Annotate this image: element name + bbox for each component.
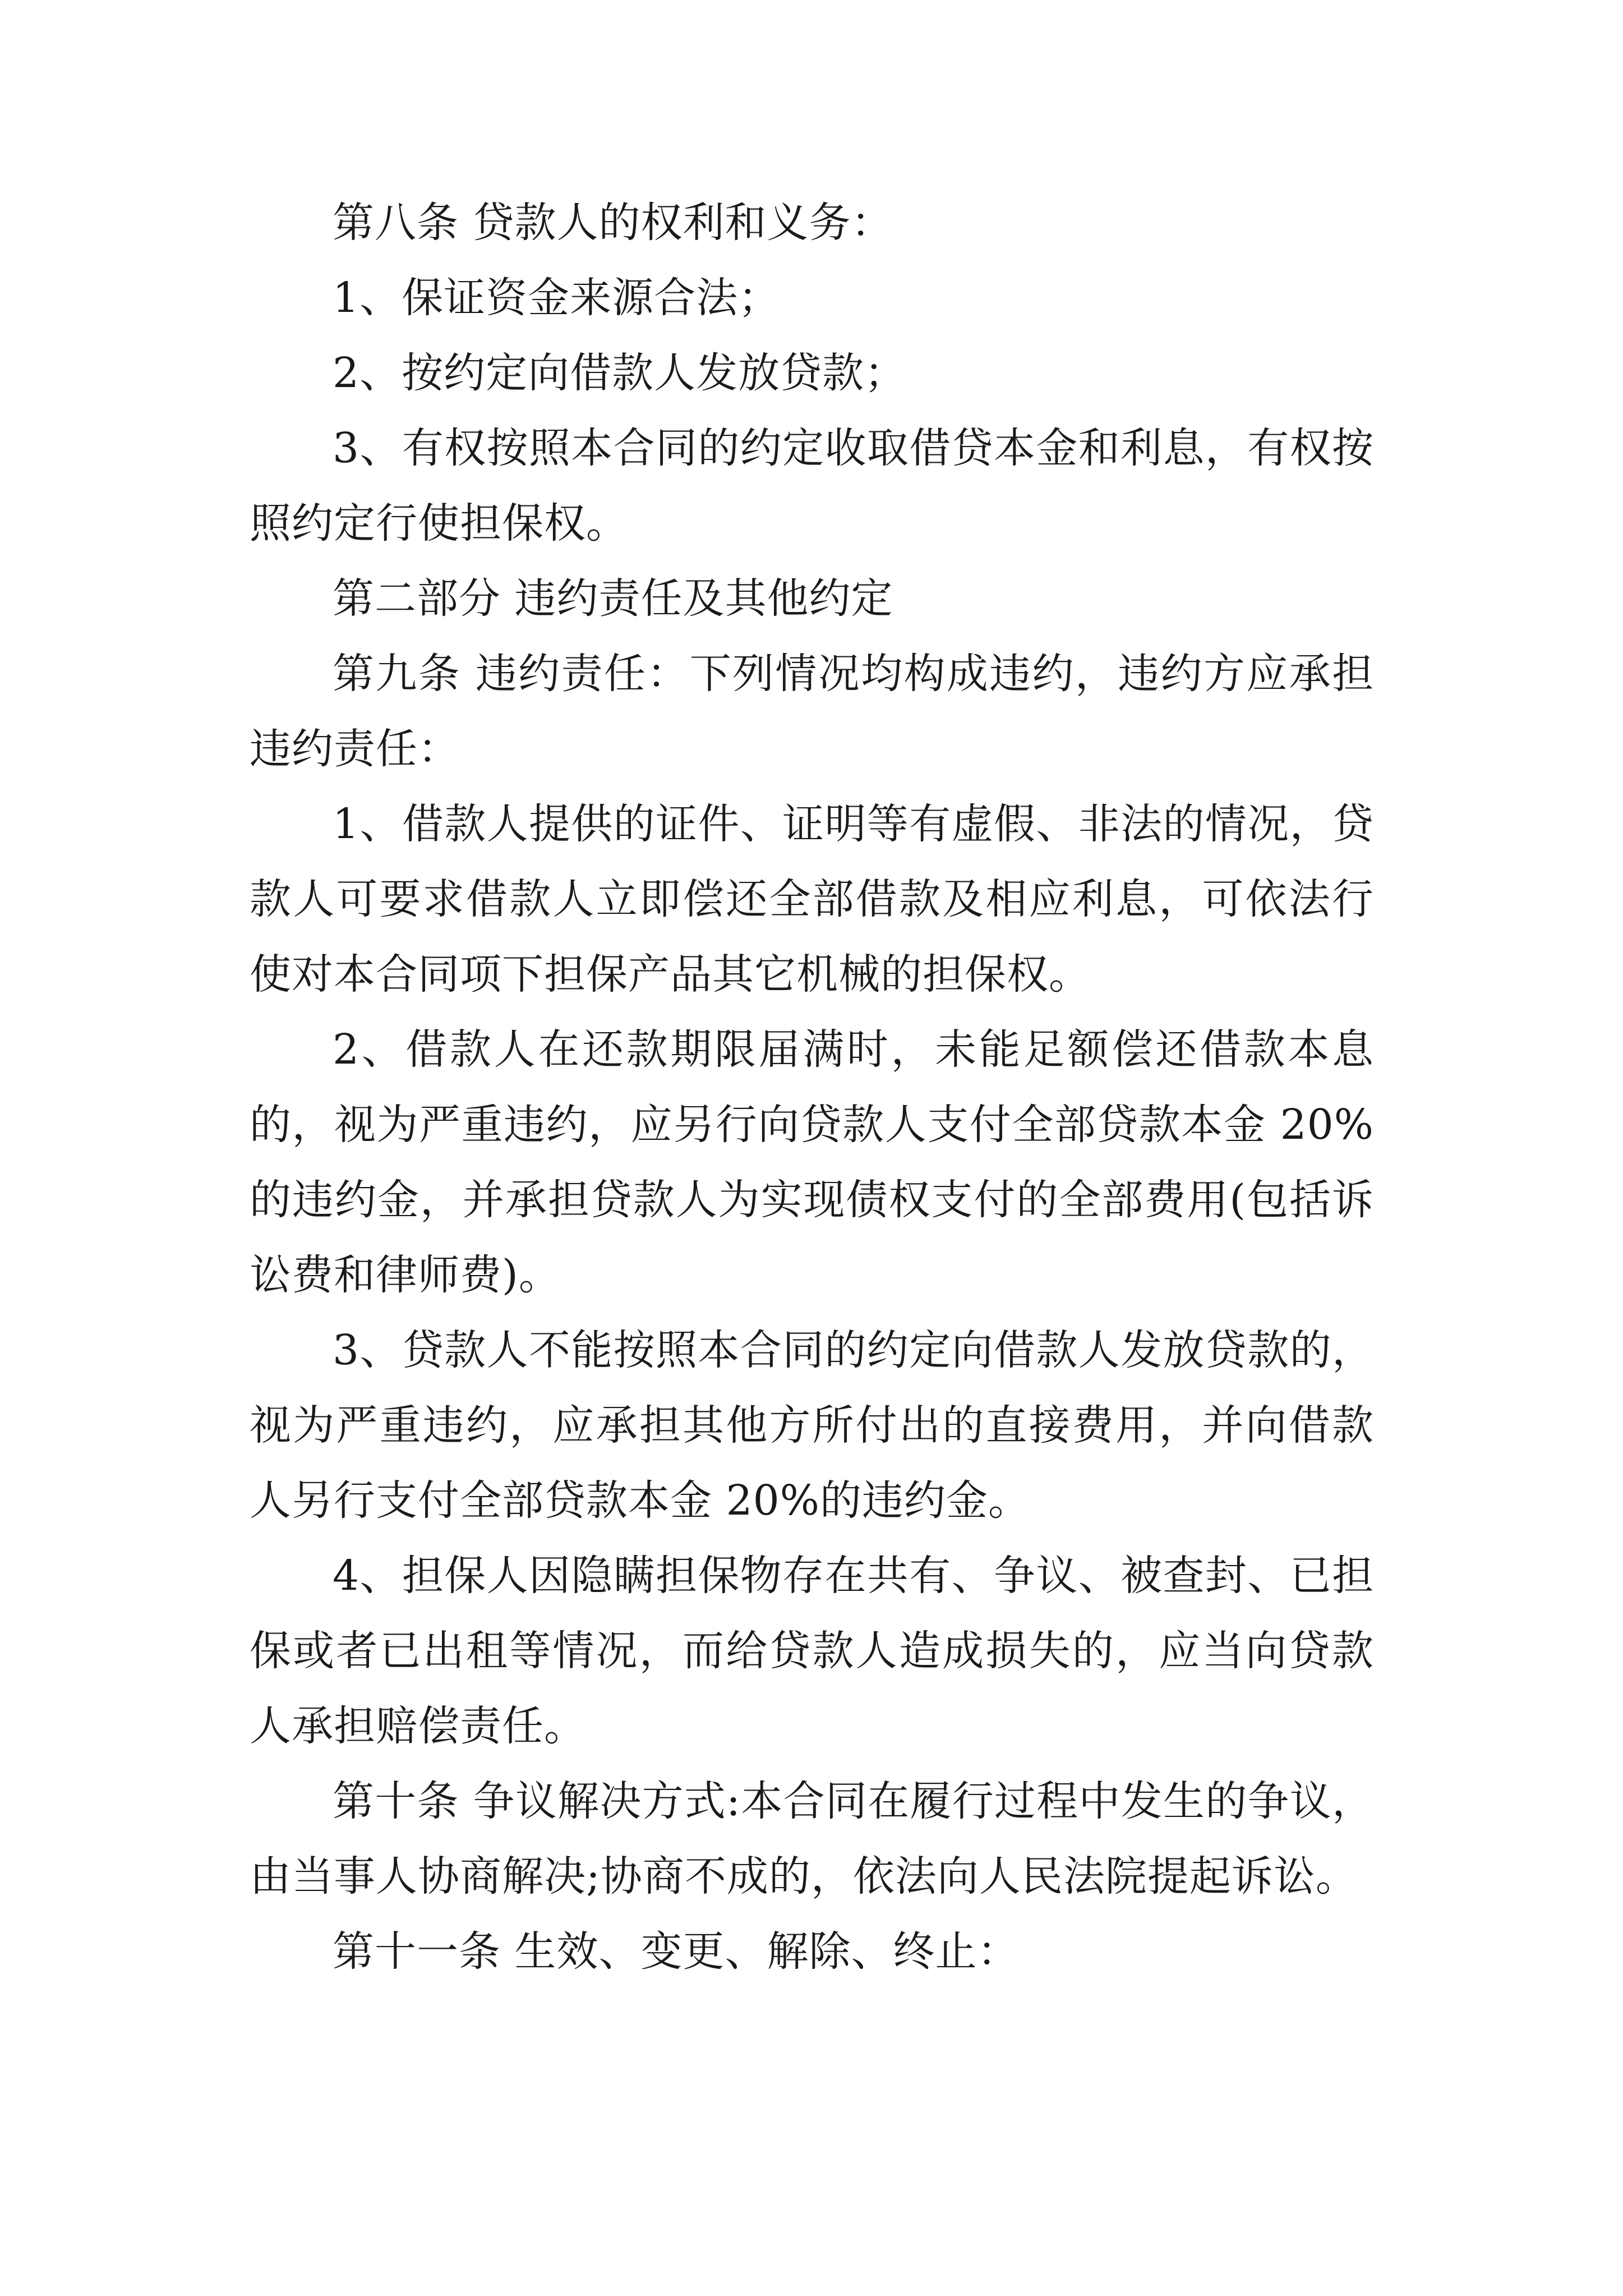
article-9-item-1: 1、借款人提供的证件、证明等有虚假、非法的情况，贷款人可要求借款人立即偿还全部借款及相应利息，可依法行使对本合同项下担保产品其它机械的担保权。 — [250, 800, 1374, 999]
article-8-heading: 第八条 贷款人的权利和义务： — [333, 199, 893, 247]
article-9-item-2: 2、借款人在还款期限届满时，未能足额偿还借款本息的，视为严重违约，应另行向贷款人支付全部贷款本金 20%的违约金，并承担贷款人为实现债权支付的全部费用(包括诉讼费和律师费)。 — [250, 1025, 1374, 1299]
article-11-heading: 第十一条 生效、变更、解除、终止： — [333, 1927, 1020, 1976]
article-10-paragraph: 第十条 争议解决方式:本合同在履行过程中发生的争议，由当事人协商解决;协商不成的，依法向人民法院提起诉讼。 — [250, 1777, 1374, 1901]
article-9-item-4: 4、担保人因隐瞒担保物存在共有、争议、被查封、已担保或者已出租等情况，而给贷款人造成损失的，应当向贷款人承担赔偿责任。 — [250, 1552, 1374, 1750]
article-8-item-2: 2、按约定向借款人发放贷款； — [333, 349, 907, 397]
part-2-heading: 第二部分 违约责任及其他约定 — [333, 574, 893, 623]
article-8-item-3: 3、有权按照本合同的约定收取借贷本金和利息，有权按照约定行使担保权。 — [250, 424, 1374, 547]
document-page — [250, 185, 1374, 1989]
article-9-heading: 第九条 违约责任：下列情况均构成违约，违约方应承担违约责任： — [250, 650, 1374, 773]
article-8-item-1: 1、保证资金来源合法； — [333, 274, 781, 322]
article-9-item-3: 3、贷款人不能按照本合同的约定向借款人发放贷款的，视为严重违约，应承担其他方所付出的直接费用，并向借款人另行支付全部贷款本金 20%的违约金。 — [250, 1326, 1374, 1525]
